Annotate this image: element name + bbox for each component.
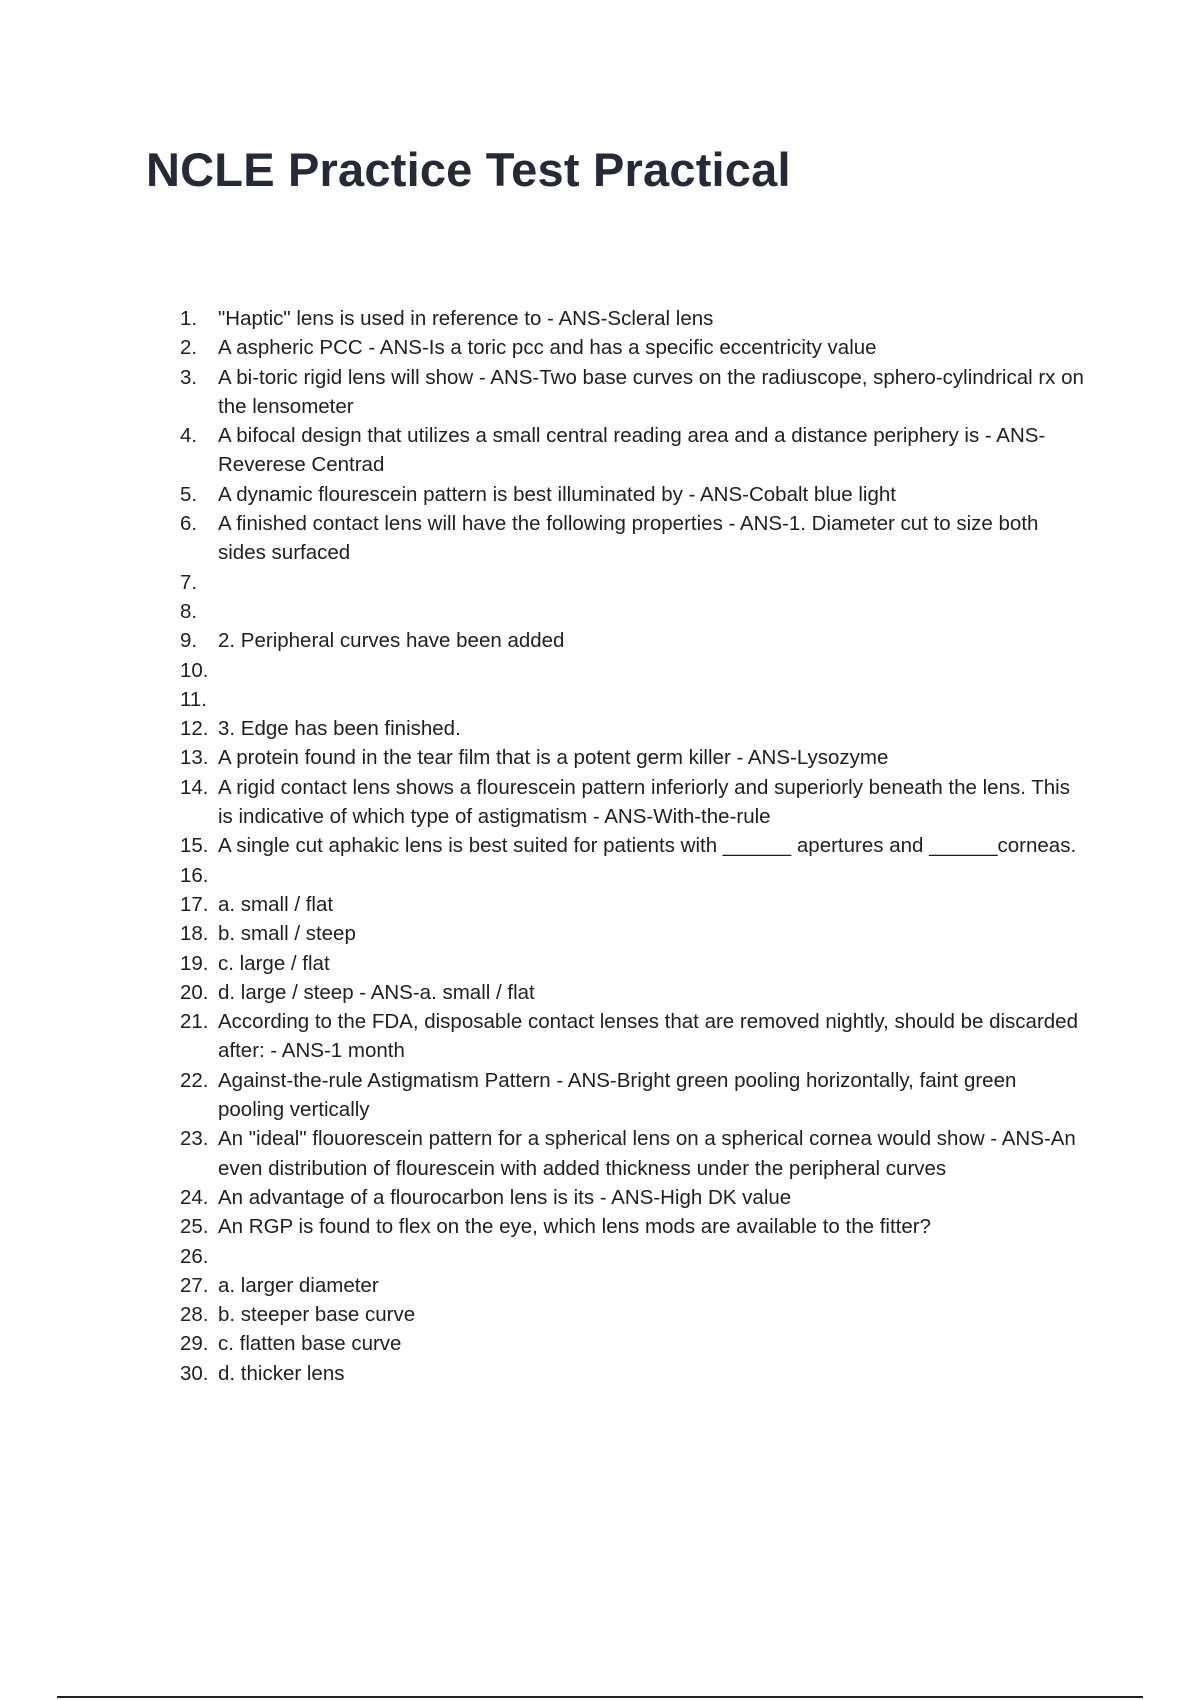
- list-item: [180, 1329, 1085, 1358]
- item-number: 19.: [180, 951, 209, 975]
- item-text: [218, 861, 1085, 890]
- list-item: [180, 626, 1085, 655]
- item-number: 12.: [180, 717, 209, 741]
- item-number: 17.: [180, 892, 209, 916]
- list-item: [180, 949, 1085, 978]
- item-number: 30.: [180, 1361, 209, 1385]
- item-text: A single cut aphakic lens is best suited for patients with ______ apertures and ______corneas.: [218, 834, 1077, 858]
- list-item: [180, 743, 1085, 772]
- item-number: 1.: [180, 307, 198, 330]
- item-number: 20.: [180, 980, 209, 1004]
- item-text: a. small / flat: [218, 892, 334, 916]
- list-item: [180, 363, 1085, 422]
- item-text: "Haptic" lens is used in reference to - ANS-Scleral lens: [218, 307, 714, 330]
- item-text: [218, 1242, 1085, 1271]
- list-item: [180, 1124, 1085, 1183]
- list-item: [180, 1007, 1085, 1066]
- question-list: [180, 304, 1085, 1388]
- list-item: [180, 1300, 1085, 1329]
- list-item: [180, 978, 1085, 1007]
- item-text: b. small / steep: [218, 922, 356, 946]
- list-item: [180, 831, 1085, 860]
- list-item: [180, 1242, 1085, 1271]
- item-number: 26.: [180, 1244, 209, 1268]
- item-number: 4.: [180, 424, 198, 448]
- item-text: A protein found in the tear film that is a potent germ killer - ANS-Lysozyme: [218, 746, 889, 770]
- item-text: a. larger diameter: [218, 1273, 379, 1297]
- item-number: 27.: [180, 1273, 209, 1297]
- item-number: 7.: [180, 570, 198, 594]
- list-item: [180, 421, 1085, 480]
- item-number: 6.: [180, 512, 198, 536]
- list-item: [180, 1183, 1085, 1212]
- list-item: [180, 568, 1085, 597]
- list-item: [180, 890, 1085, 919]
- list-item: [180, 480, 1085, 509]
- item-text: A bifocal design that utilizes a small central reading area and a distance periphery is - ANS-Reverese Centrad: [218, 424, 1046, 477]
- item-number: 24.: [180, 1185, 209, 1209]
- item-number: 25.: [180, 1215, 209, 1239]
- item-number: 5.: [180, 482, 198, 506]
- item-text: c. large / flat: [218, 951, 330, 975]
- item-number: 9.: [180, 629, 198, 653]
- item-number: 21.: [180, 1010, 209, 1034]
- item-number: 2.: [180, 336, 198, 360]
- list-item: [180, 1271, 1085, 1300]
- item-text: Against-the-rule Astigmatism Pattern - ANS-Bright green pooling horizontally, faint green pooling vertically: [218, 1068, 1017, 1122]
- item-text: An "ideal" flouorescein pattern for a spherical lens on a spherical cornea would show - ANS-An even distribution of flourescein with added thickness under the peripheral curves: [218, 1127, 1076, 1180]
- item-text: b. steeper base curve: [218, 1303, 416, 1327]
- list-item: [180, 333, 1085, 362]
- item-text: 2. Peripheral curves have been added: [218, 629, 565, 653]
- item-number: 29.: [180, 1332, 209, 1356]
- list-item: [180, 1359, 1085, 1388]
- item-text: A rigid contact lens shows a flourescein pattern inferiorly and superiorly beneath the lens. This is indicative of which type of astigmatism - ANS-With-the-rule: [218, 775, 1070, 829]
- item-text: [218, 685, 1085, 714]
- item-text: A dynamic flourescein pattern is best illuminated by - ANS-Cobalt blue light: [218, 482, 896, 506]
- item-text: d. thicker lens: [218, 1361, 345, 1385]
- page-title: NCLE Practice Test Practical: [146, 143, 791, 196]
- item-number: 15.: [180, 834, 209, 858]
- list-item: [180, 1212, 1085, 1241]
- item-number: 23.: [180, 1127, 209, 1151]
- item-number: 3.: [180, 365, 198, 389]
- item-text: A bi-toric rigid lens will show - ANS-Two base curves on the radiuscope, sphero-cylindrical rx on the lensometer: [218, 365, 1084, 418]
- list-item: [180, 714, 1085, 743]
- item-number: 13.: [180, 746, 209, 770]
- item-text: An advantage of a flourocarbon lens is its - ANS-High DK value: [218, 1185, 792, 1209]
- list-item: [180, 861, 1085, 890]
- item-text: According to the FDA, disposable contact lenses that are removed nightly, should be discarded after: - ANS-1 month: [218, 1010, 1078, 1063]
- item-text: [218, 568, 1085, 597]
- list-item: [180, 919, 1085, 948]
- item-text: [218, 597, 1085, 626]
- item-number: 8.: [180, 599, 198, 623]
- item-number: 16.: [180, 863, 209, 887]
- item-number: 22.: [180, 1068, 209, 1092]
- item-number: 10.: [180, 658, 209, 682]
- item-text: [218, 656, 1085, 685]
- list-item: [180, 685, 1085, 714]
- list-item: [180, 1066, 1085, 1125]
- item-number: 28.: [180, 1303, 209, 1327]
- item-text: A finished contact lens will have the following properties - ANS-1. Diameter cut to size both sides surfaced: [218, 512, 1039, 565]
- footer-divider: [57, 1696, 1143, 1698]
- item-number: 18.: [180, 922, 209, 946]
- item-text: d. large / steep - ANS-a. small / flat: [218, 980, 535, 1004]
- list-item: [180, 304, 1085, 333]
- list-item: [180, 509, 1085, 568]
- item-text: A aspheric PCC - ANS-Is a toric pcc and has a specific eccentricity value: [218, 336, 877, 360]
- item-text: 3. Edge has been finished.: [218, 717, 461, 741]
- list-item: [180, 656, 1085, 685]
- list-item: [180, 773, 1085, 832]
- item-text: An RGP is found to flex on the eye, which lens mods are available to the fitter?: [218, 1215, 931, 1239]
- list-item: [180, 597, 1085, 626]
- item-text: c. flatten base curve: [218, 1332, 402, 1356]
- item-number: 14.: [180, 775, 209, 799]
- item-number: 11.: [180, 687, 207, 711]
